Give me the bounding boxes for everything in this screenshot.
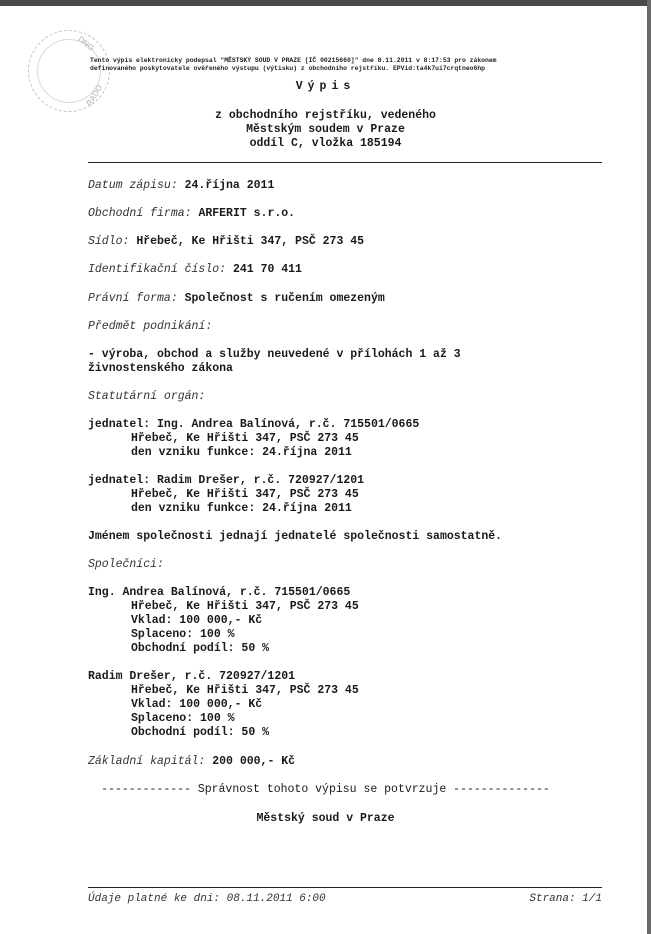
zakladni-kapital-label: Základní kapitál: xyxy=(88,755,206,768)
page-number: Strana: 1/1 xyxy=(529,893,602,905)
signature-line-2: definovaného poskytovatele ověřeného výstupu (výtisku) z obchodního rejstříku. EPVid:ta4k7ui7crqtneo6hp xyxy=(90,65,486,72)
datum-zapisu-value: 24.října 2011 xyxy=(184,179,275,192)
heading-line-3: oddíl C, vložka 185194 xyxy=(249,137,402,150)
court-name: Městský soud v Praze xyxy=(256,812,395,825)
identifikacni-cislo-row xyxy=(88,263,302,277)
predmet-podnikani-label: Předmět podnikání: xyxy=(88,320,213,333)
document-title: Výpis xyxy=(295,80,356,93)
obchodni-firma-label: Obchodní firma: xyxy=(88,207,192,220)
predmet-podnikani-line-2: živnostenského zákona xyxy=(88,362,233,375)
jednatel-2-address: Hřebeč, Ke Hřišti 347, PSČ 273 45 xyxy=(131,488,359,501)
heading-line-2: Městským soudem v Praze xyxy=(246,123,405,136)
predmet-podnikani-line-1: - výroba, obchod a služby neuvedené v přílohách 1 až 3 xyxy=(88,348,461,361)
sidlo-label: Sídlo: xyxy=(88,235,130,248)
spolecnik-2-address: Hřebeč, Ke Hřišti 347, PSČ 273 45 xyxy=(131,684,359,697)
jednatel-1-since: den vzniku funkce: 24.října 2011 xyxy=(131,446,352,459)
jednatel-1-address: Hřebeč, Ke Hřišti 347, PSČ 273 45 xyxy=(131,432,359,445)
spolecnik-1-name: Ing. Andrea Balínová, r.č. 715501/0665 xyxy=(88,586,351,599)
valid-as-of: Údaje platné ke dni: 08.11.2011 6:00 xyxy=(88,893,326,905)
spolecnik-1-podil: Obchodní podíl: 50 % xyxy=(131,642,270,655)
sidlo-value: Hřebeč, Ke Hřišti 347, PSČ 273 45 xyxy=(136,235,365,248)
statutarni-organ-label: Statutární orgán: xyxy=(88,390,206,403)
datum-zapisu-label: Datum zápisu: xyxy=(88,179,178,192)
sidlo-row xyxy=(88,235,364,249)
zakladni-kapital-row xyxy=(88,755,295,769)
heading-line-1: z obchodního rejstříku, vedeného xyxy=(215,109,436,122)
footer-divider xyxy=(88,887,602,888)
spolecnik-2-splaceno: Splaceno: 100 % xyxy=(131,712,235,725)
spolecnik-2-name: Radim Drešer, r.č. 720927/1201 xyxy=(88,670,296,683)
spolecnici-label: Společníci: xyxy=(88,558,164,571)
jednatel-2-since: den vzniku funkce: 24.října 2011 xyxy=(131,502,352,515)
confirmation-line: ------------- Správnost tohoto výpisu se potvrzuje -------------- xyxy=(101,783,550,796)
pravni-forma-row xyxy=(88,292,385,306)
spolecnik-2-vklad: Vklad: 100 000,- Kč xyxy=(131,698,263,711)
jednatel-2-name: jednatel: Radim Drešer, r.č. 720927/1201 xyxy=(88,474,365,487)
stamp-text-top: DNO xyxy=(76,34,96,53)
datum-zapisu-row xyxy=(88,179,274,193)
identifikacni-cislo-label: Identifikační číslo: xyxy=(88,263,227,276)
signature-line-1: Tento výpis elektronicky podepsal "MĚSTSKÝ SOUD V PRAZE [IČ 00215660]" dne 8.11.2011 v 8:17:53 pro zákonem xyxy=(90,57,497,64)
obchodni-firma-value: ARFERIT s.r.o. xyxy=(198,207,296,220)
spolecnik-1-splaceno: Splaceno: 100 % xyxy=(131,628,235,641)
zpusob-jednani: Jménem společnosti jednají jednatelé společnosti samostatně. xyxy=(88,530,503,543)
obchodni-firma-row xyxy=(88,207,295,221)
zakladni-kapital-value: 200 000,- Kč xyxy=(212,755,296,768)
pravni-forma-value: Společnost s ručením omezeným xyxy=(184,292,385,305)
top-divider xyxy=(88,162,602,163)
stamp-text-bottom: ŘADO xyxy=(84,83,105,108)
spolecnik-1-vklad: Vklad: 100 000,- Kč xyxy=(131,614,263,627)
jednatel-1-name: jednatel: Ing. Andrea Balínová, r.č. 715501/0665 xyxy=(88,418,420,431)
spolecnik-1-address: Hřebeč, Ke Hřišti 347, PSČ 273 45 xyxy=(131,600,359,613)
electronic-signature-note xyxy=(90,57,570,73)
identifikacni-cislo-value: 241 70 411 xyxy=(232,263,302,276)
spolecnik-2-podil: Obchodní podíl: 50 % xyxy=(131,726,270,739)
pravni-forma-label: Právní forma: xyxy=(88,292,178,305)
